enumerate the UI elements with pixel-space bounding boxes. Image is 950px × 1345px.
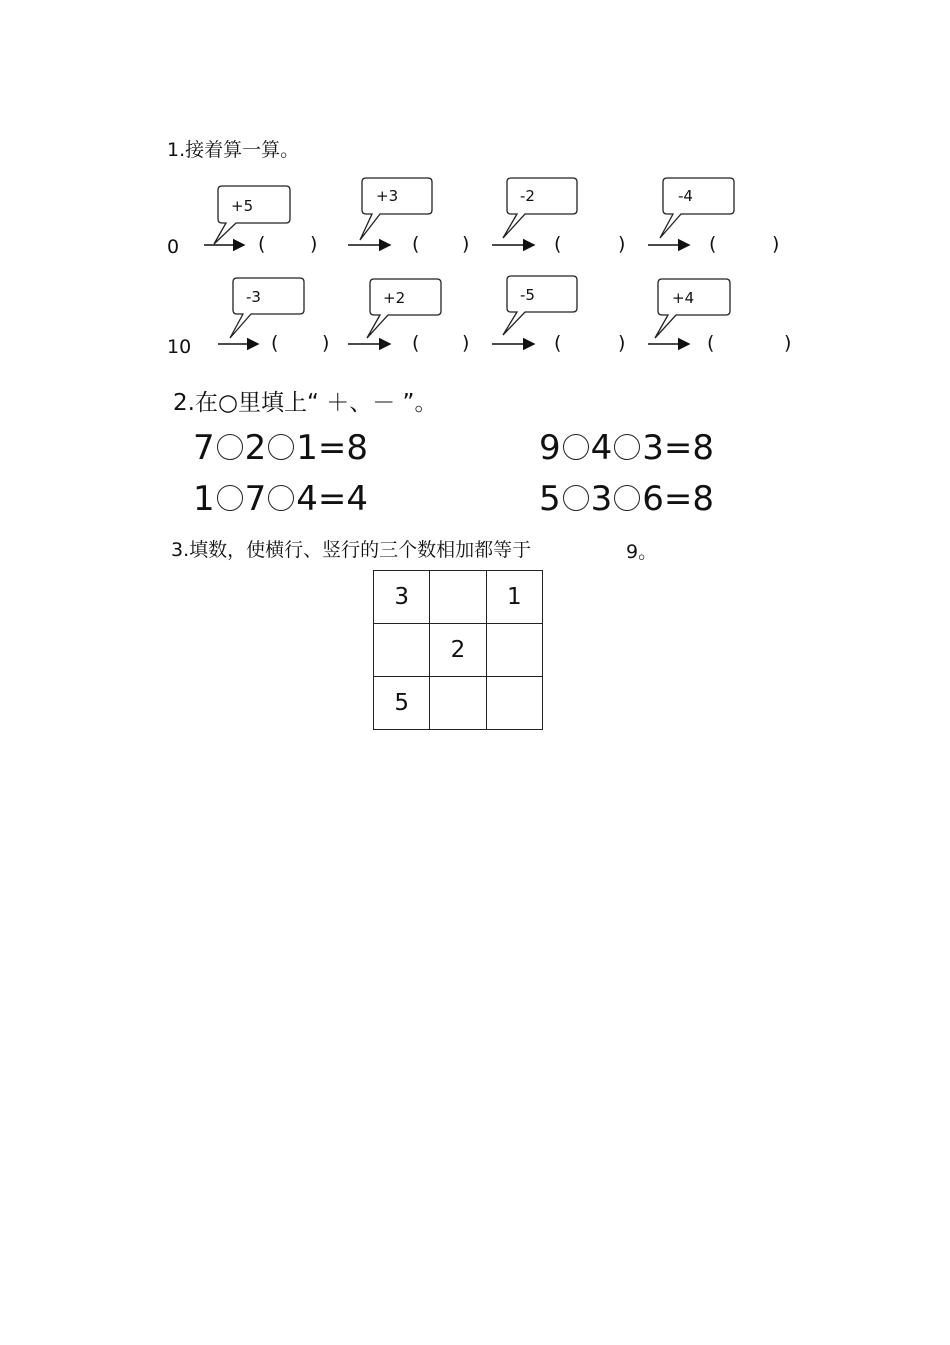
speech-bubble-r2-3 (503, 276, 577, 335)
grid-cell[interactable] (430, 677, 486, 730)
equation-1-c: 1 (296, 428, 318, 468)
operator-circle[interactable] (268, 485, 294, 511)
answer-blank-close-r2-3: ) (618, 332, 626, 354)
answer-blank-open-r2-2: ( (412, 332, 420, 354)
question-2-title: 2.在○里填上“ ＋、－ ”。 (173, 390, 438, 416)
answer-blank-close-r2-1: ) (322, 332, 330, 354)
op-label-r1-2: +3 (376, 187, 399, 205)
grid-cell: 2 (430, 624, 486, 677)
answer-blank-close-r1-1: ) (310, 233, 318, 255)
operator-circle[interactable] (268, 434, 294, 460)
operator-circle[interactable] (217, 434, 243, 460)
equation-3-a: 1 (193, 479, 215, 519)
op-label-r2-1: -3 (246, 288, 261, 306)
speech-bubble-r2-1 (230, 278, 304, 338)
equation-3 (193, 479, 368, 519)
equation-4 (539, 479, 714, 519)
answer-blank-open-r1-2: ( (412, 233, 420, 255)
operator-circle[interactable] (563, 434, 589, 460)
answer-blank-open-r2-1: ( (271, 332, 279, 354)
equation-4-c: 6 (642, 479, 664, 519)
magic-square-grid (373, 570, 543, 730)
grid-cell: 3 (374, 571, 430, 624)
q1-diagram (0, 0, 950, 380)
operator-circle[interactable] (614, 434, 640, 460)
grid-row (374, 677, 543, 730)
grid-cell: 5 (374, 677, 430, 730)
question-1-title: 1.接着算一算。 (167, 139, 300, 161)
grid-row (374, 571, 543, 624)
speech-bubble-r2-2 (367, 279, 441, 338)
operator-circle[interactable] (614, 485, 640, 511)
grid-cell: 1 (486, 571, 542, 624)
equation-2-c: 3 (642, 428, 664, 468)
grid-cell[interactable] (486, 624, 542, 677)
op-label-r1-1: +5 (231, 197, 254, 215)
equation-3-result: =4 (317, 479, 369, 519)
answer-blank-close-r1-2: ) (462, 233, 470, 255)
equation-2 (539, 428, 714, 468)
op-label-r1-4: -4 (678, 187, 693, 205)
speech-bubble-r1-1 (214, 186, 290, 244)
equation-1-b: 2 (244, 428, 267, 468)
equation-1-a: 7 (193, 428, 215, 468)
start-number-row2: 10 (167, 336, 192, 358)
equation-4-a: 5 (539, 479, 561, 519)
question-3-title: 3.填数，使横行、竖行的三个数相加都等于 (171, 539, 532, 561)
equation-2-a: 9 (539, 428, 561, 468)
speech-bubble-r2-4 (655, 279, 730, 338)
op-label-r2-3: -5 (520, 286, 535, 304)
answer-blank-close-r1-4: ) (772, 233, 780, 255)
grid-row (374, 624, 543, 677)
question-3-target: 9。 (626, 541, 658, 563)
answer-blank-open-r2-3: ( (554, 332, 562, 354)
equation-3-c: 4 (296, 479, 318, 519)
op-label-r2-4: +4 (672, 289, 695, 307)
grid-cell[interactable] (374, 624, 430, 677)
grid-cell[interactable] (486, 677, 542, 730)
answer-blank-close-r2-4: ) (784, 332, 792, 354)
equation-3-b: 7 (244, 479, 267, 519)
operator-circle[interactable] (563, 485, 589, 511)
operator-circle[interactable] (217, 485, 243, 511)
answer-blank-close-r2-2: ) (462, 332, 470, 354)
answer-blank-close-r1-3: ) (618, 233, 626, 255)
equation-1-result: =8 (317, 428, 369, 468)
answer-blank-open-r1-3: ( (554, 233, 562, 255)
speech-bubble-r1-3 (503, 178, 577, 238)
op-label-r2-2: +2 (383, 289, 406, 307)
equation-1 (193, 428, 368, 468)
equation-2-b: 4 (590, 428, 613, 468)
answer-blank-open-r2-4: ( (707, 332, 715, 354)
answer-blank-open-r1-1: ( (258, 233, 266, 255)
speech-bubble-r1-4 (660, 178, 734, 238)
start-number-row1: 0 (167, 236, 180, 258)
equation-4-b: 3 (590, 479, 613, 519)
answer-blank-open-r1-4: ( (709, 233, 717, 255)
grid-cell[interactable] (430, 571, 486, 624)
equation-2-result: =8 (663, 428, 715, 468)
equation-4-result: =8 (663, 479, 715, 519)
op-label-r1-3: -2 (520, 187, 535, 205)
